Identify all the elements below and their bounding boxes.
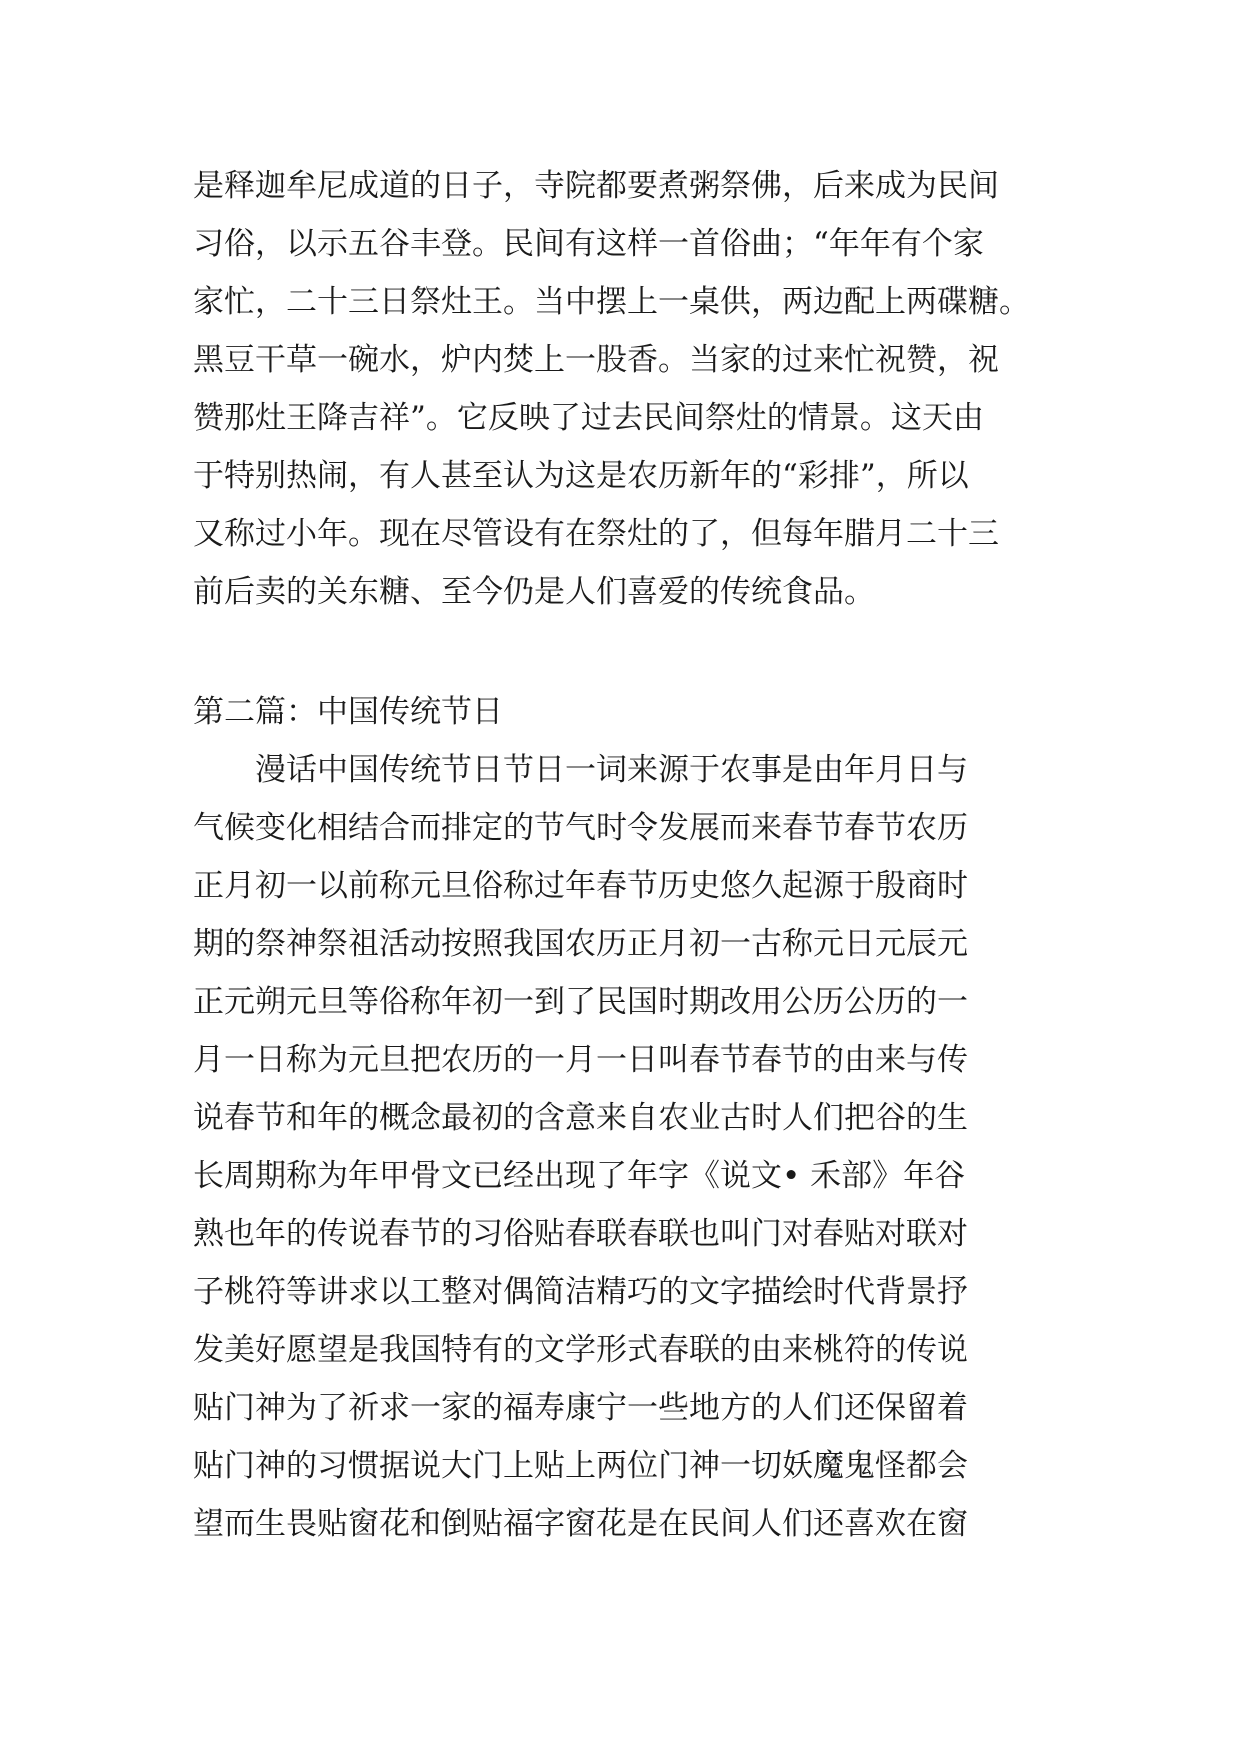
text-line: 又称过小年。现在尽管设有在祭灶的了，但每年腊月二十三	[193, 516, 999, 552]
text-line: 黑豆干草一碗水，炉内焚上一股香。当家的过来忙祝赞，祝	[193, 342, 999, 378]
text-line: 正月初一以前称元旦俗称过年春节历史悠久起源于殷商时	[193, 868, 968, 904]
text-line: 赞那灶王降吉祥”。它反映了过去民间祭灶的情景。这天由	[193, 400, 984, 436]
text-line: 说春节和年的概念最初的含意来自农业古时人们把谷的生	[193, 1100, 968, 1136]
text-line: 长周期称为年甲骨文已经出现了年字《说文• 禾部》年谷	[193, 1158, 966, 1194]
text-line: 月一日称为元旦把农历的一月一日叫春节春节的由来与传	[193, 1042, 968, 1078]
text-line: 前后卖的关东糖、至今仍是人们喜爱的传统食品。	[193, 574, 875, 610]
text-line: 正元朔元旦等俗称年初一到了民国时期改用公历公历的一	[193, 984, 968, 1020]
text-line: 是释迦牟尼成道的日子，寺院都要煮粥祭佛，后来成为民间	[193, 168, 999, 204]
text-line: 习俗，以示五谷丰登。民间有这样一首俗曲；“年年有个家	[193, 226, 984, 262]
text-line: 贴门神的习惯据说大门上贴上两位门神一切妖魔鬼怪都会	[193, 1448, 968, 1484]
text-line: 贴门神为了祈求一家的福寿康宁一些地方的人们还保留着	[193, 1390, 968, 1426]
text-line: 发美好愿望是我国特有的文学形式春联的由来桃符的传说	[193, 1332, 968, 1368]
text-line: 气候变化相结合而排定的节气时令发展而来春节春节农历	[193, 810, 968, 846]
text-line: 熟也年的传说春节的习俗贴春联春联也叫门对春贴对联对	[193, 1216, 968, 1252]
text-line: 于特别热闹，有人甚至认为这是农历新年的“彩排”，所以	[193, 458, 969, 494]
text-line: 望而生畏贴窗花和倒贴福字窗花是在民间人们还喜欢在窗	[193, 1506, 968, 1542]
text-line: 漫话中国传统节日节日一词来源于农事是由年月日与	[193, 752, 968, 788]
text-line: 子桃符等讲求以工整对偶简洁精巧的文字描绘时代背景抒	[193, 1274, 968, 1310]
text-line: 期的祭神祭祖活动按照我国农历正月初一古称元日元辰元	[193, 926, 968, 962]
text-line: 家忙，二十三日祭灶王。当中摆上一桌供，两边配上两碟糖。	[193, 284, 1030, 320]
section-heading: 第二篇：中国传统节日	[193, 694, 503, 730]
